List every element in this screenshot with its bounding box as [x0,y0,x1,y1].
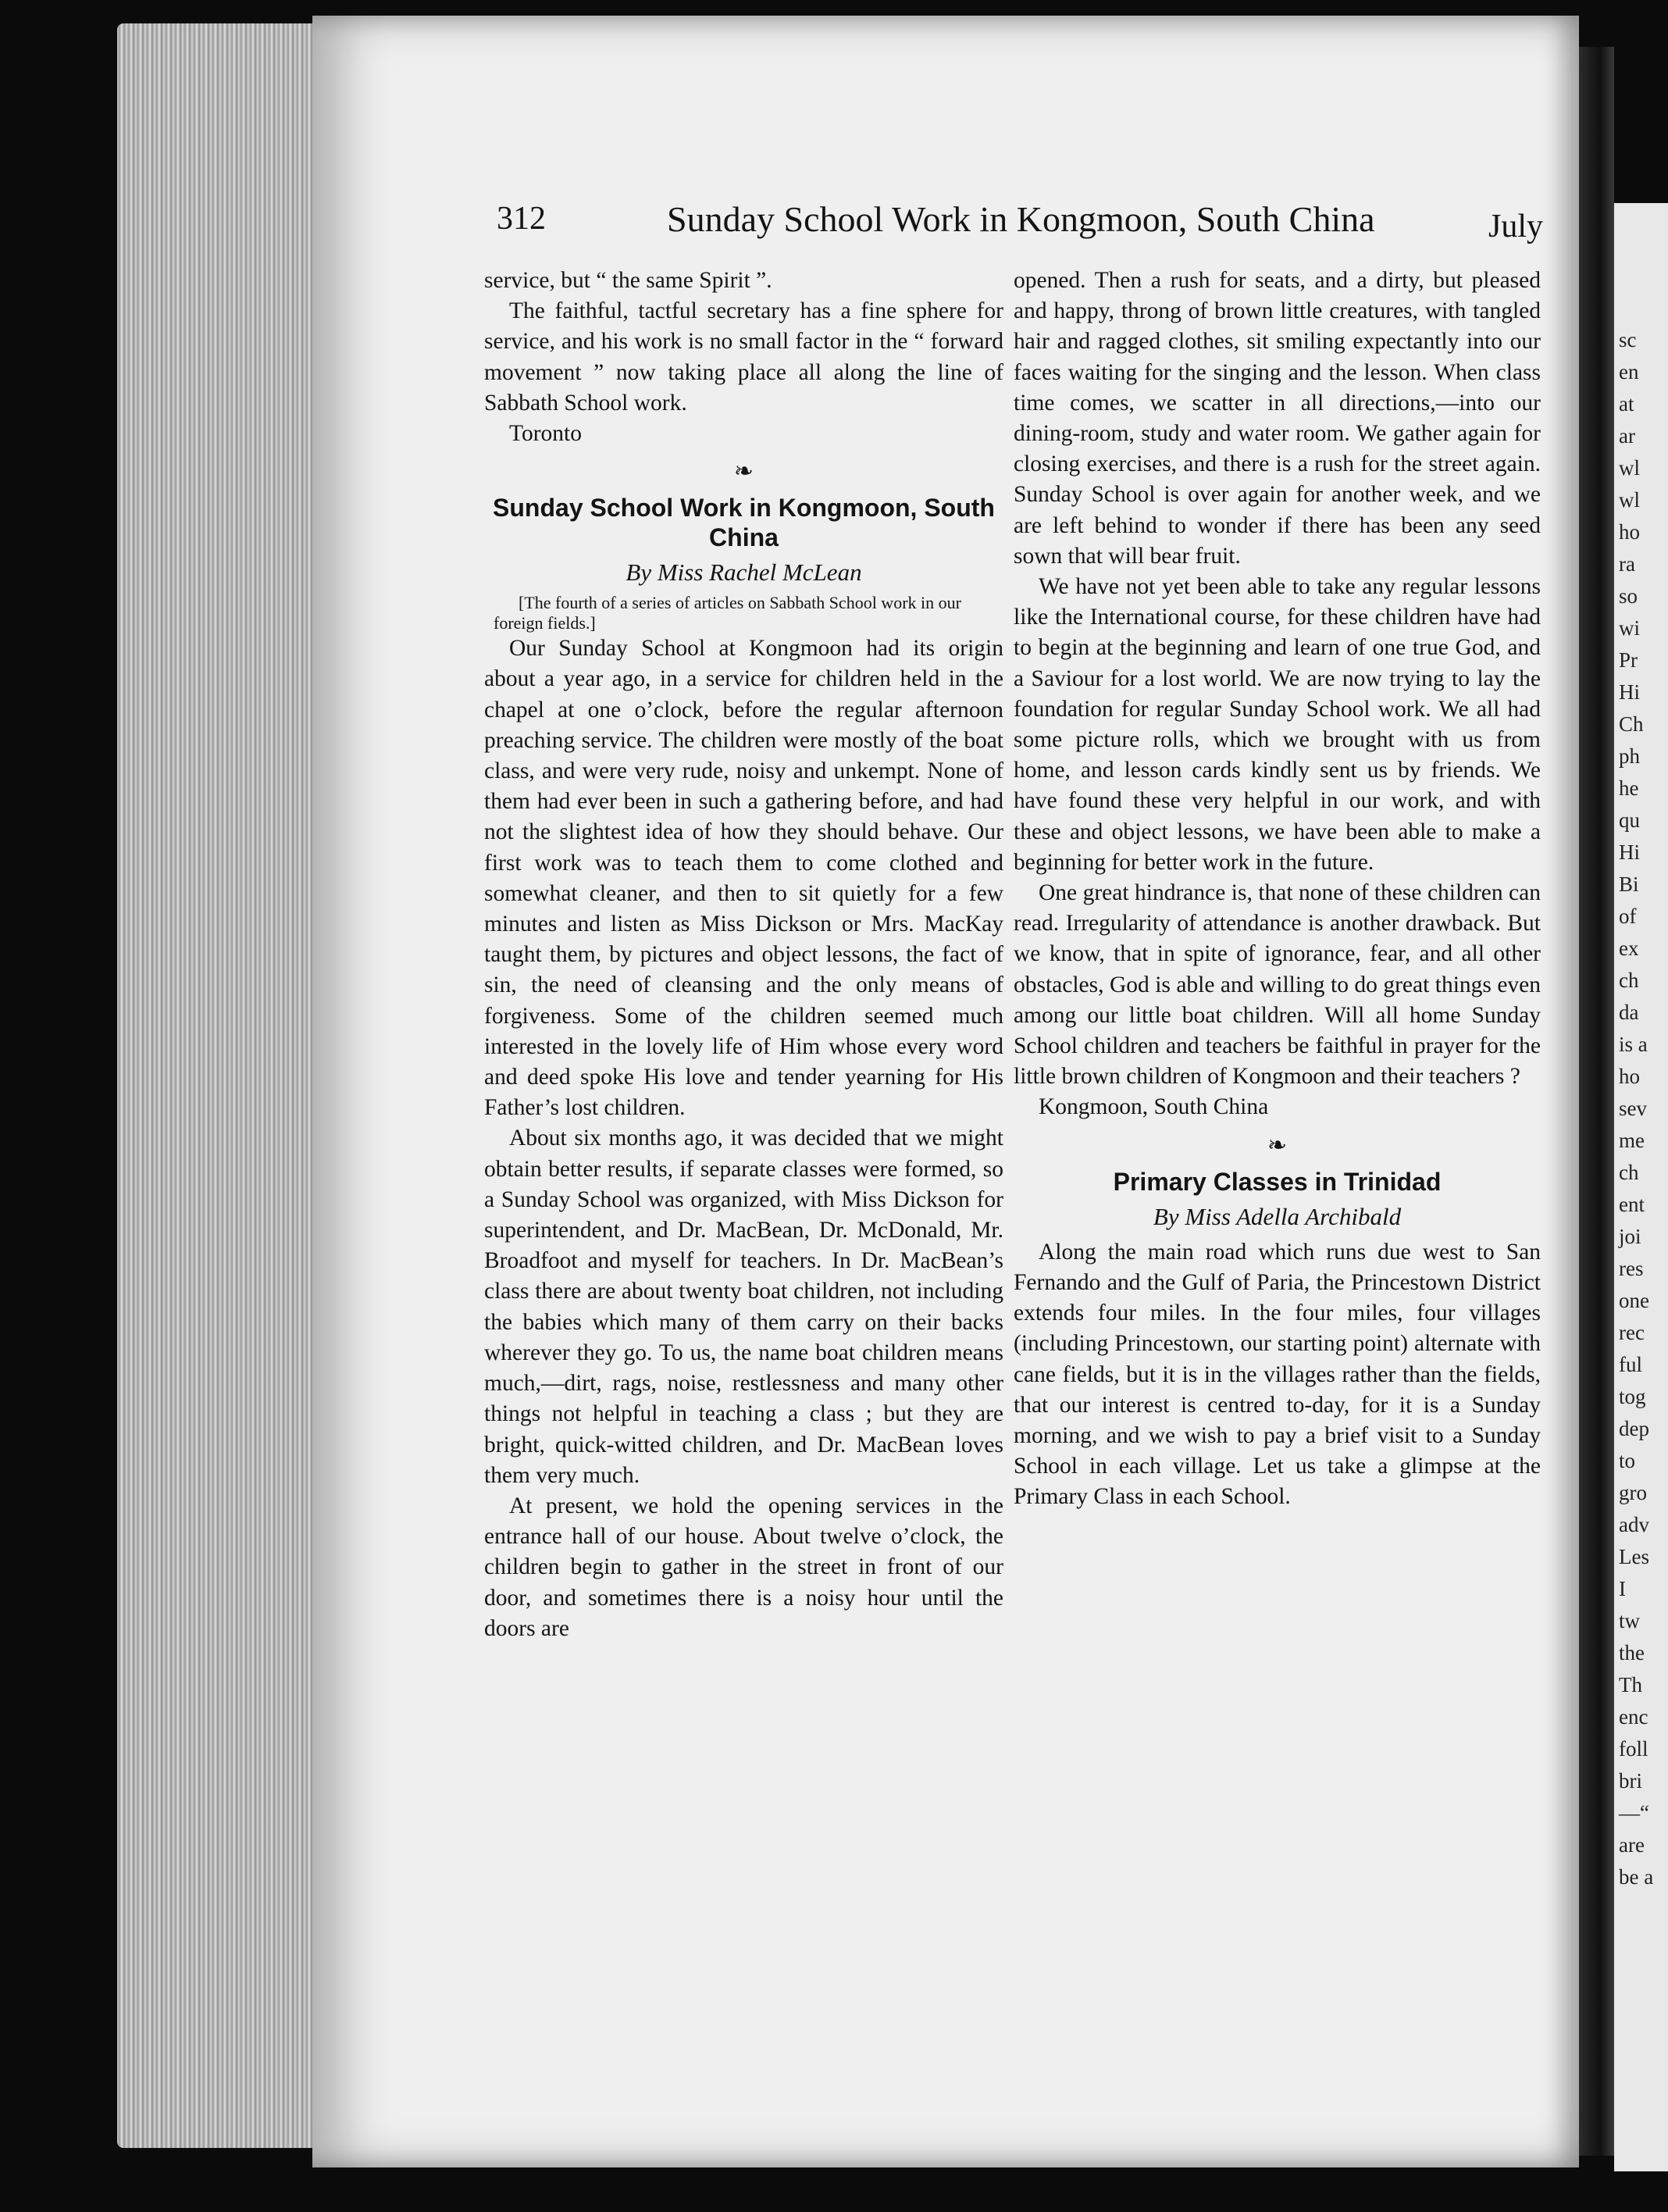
facing-page-text-fragment: is a [1619,1033,1648,1056]
facing-page-text-fragment: sc [1619,328,1637,351]
facing-page-text-fragment: tw [1619,1609,1640,1632]
facing-page-text-fragment: ful [1619,1353,1642,1376]
facing-page-text-fragment: one [1619,1289,1649,1312]
facing-page-text-fragment: ex [1619,937,1639,960]
facing-page-text-fragment: tog [1619,1385,1646,1408]
facing-page-text-fragment: da [1619,1001,1639,1024]
continued-paragraph: service, but “ the same Spirit ”. [484,268,772,293]
facing-page-text-fragment: ho [1619,1065,1640,1088]
facing-page-text-fragment: Pr [1619,648,1638,672]
place-toronto: Toronto [509,421,582,447]
article1-note: [The fourth of a series of articles on Sabbath School work in our foreign fields.] [494,593,961,633]
facing-page-text-fragment: Ch [1619,712,1644,736]
facing-page-text-fragment: ho [1619,520,1640,544]
paragraph-2: About six months ago, it was decided that we might obtain better results, if separate classes were formed, so a Sunday School was organized, with Miss Dickson for superintendent, and Dr. MacBean, Dr. McDonald, Mr. Broadfoot and myself for teachers. In Dr. MacBean’s class there are about twenty boat children, not including the babies which many of them carry on their backs wherever they go. To us, the name boat children means much,—dirt, rags, noise, restlessness and many other things not helpful in teaching a class ; but they are bright, quick-witted children, and Dr. MacBean loves them very much. [484,1126,1003,1488]
facing-page-text-fragment: are [1619,1833,1645,1857]
facing-page-text-fragment: bri [1619,1769,1642,1793]
facing-page-text-fragment: Bi [1619,872,1639,896]
facing-page-text-fragment: foll [1619,1737,1648,1761]
facing-page-text-fragment: sev [1619,1097,1647,1120]
facing-page-text-fragment: the [1619,1641,1645,1664]
article1-title: Sunday School Work in Kongmoon, South China [493,494,995,552]
paragraph-5: One great hindrance is, that none of these children can read. Irregularity of attendance is another drawback. But we know, that in spite of ignorance, fear, and all other obstacles, God is able and willing to do great things even among our little boat children. Will all home Sunday School children and teachers be faithful in prayer for the little brown children of Kongmoon and their teachers ? [1014,880,1541,1090]
right-column [1014,266,1541,1513]
facing-page-text-fragment: qu [1619,808,1640,832]
ornament-icon: ❧ [733,458,754,485]
facing-page-text-fragment: dep [1619,1417,1649,1440]
place-kongmoon: Kongmoon, South China [1039,1094,1269,1120]
facing-page-text-fragment: be a [1619,1865,1654,1889]
facing-page-text-fragment: me [1619,1129,1645,1152]
facing-page-text-fragment: so [1619,584,1638,608]
paragraph-1: Our Sunday School at Kongmoon had its origin about a year ago, in a service for children held in the chapel at one o’clock, before the regular afternoon preaching service. The children were mostly of the boat class, and were very rude, noisy and unkempt. None of them had ever been in such a gathering before, and had not the slightest idea of how they should behave. Our first work was to teach them to come clothed and somewhat cleaner, and then to sit quietly for a few minutes and listen as Miss Dickson or Mrs. MacKay taught them, by pictures and object lessons, the fact of sin, the need of cleansing and the only means of forgiveness. Some of the children seemed much interested in the lovely life of Him whose every word and deed spoke His love and tender yearning for His Father’s lost children. [484,636,1003,1121]
facing-page-text-fragment: adv [1619,1513,1649,1536]
facing-page-text-fragment: ra [1619,552,1635,576]
facing-page-fragment [1614,203,1668,2171]
facing-page-text-fragment: gro [1619,1481,1647,1504]
facing-page-text-fragment: he [1619,776,1639,800]
article1-byline: By Miss Rachel McLean [626,558,862,587]
facing-page-text-fragment: wi [1619,616,1640,640]
facing-page-text-fragment: ch [1619,1161,1639,1184]
running-head-title: Sunday School Work in Kongmoon, South China [667,199,1375,239]
facing-page-text-fragment: I [1619,1577,1626,1600]
facing-page-text-fragment: wl [1619,488,1640,512]
facing-page-text-fragment: to [1619,1449,1636,1472]
article2-byline: By Miss Adella Archibald [1153,1202,1402,1230]
paragraph-3: At present, we hold the opening services in the entrance hall of our house. About twelve o’clock, the children begin to gather in the street in front of our door, and sometimes there is a noisy hour until the doors are [484,1493,1003,1641]
facing-page-text-fragment: enc [1619,1705,1648,1729]
ornament-icon: ❧ [1267,1132,1288,1158]
facing-page-text-fragment: ph [1619,744,1640,768]
facing-page-text-fragment: wl [1619,456,1640,480]
paragraph-secretary: The faithful, tactful secretary has a fine sphere for service, and his work is no small factor in the “ forward movement ” now taking place all along the line of Sabbath School work. [484,298,1003,416]
paragraph-4: We have not yet been able to take any regular lessons like the International course, for these children have had to begin at the beginning and learn of one true God, and a Saviour for a lost world. We are now trying to lay the foundation for regular Sunday School work. We all had some picture rolls, which we brought with us from home, and lesson cards kindly sent us by friends. We have found these very helpful in our work, and with these and object lessons, we have been able to make a beginning for better work in the future. [1014,574,1541,875]
facing-page-text-fragment: ar [1619,424,1635,448]
left-column [484,266,1003,1644]
facing-page-text-fragment: Les [1619,1545,1649,1568]
facing-page-text-fragment: Hi [1619,840,1640,864]
facing-page-text-fragment: —“ [1619,1801,1649,1825]
page-number: 312 [497,201,546,237]
running-head-month: July [1488,209,1543,244]
running-head [497,200,1543,247]
facing-page-text-fragment: Hi [1619,680,1640,704]
facing-page-text-fragment: ch [1619,969,1639,992]
book-page-edges [117,23,320,2148]
facing-page-text-fragment: Th [1619,1673,1642,1696]
facing-page-text-fragment: ent [1619,1193,1645,1216]
facing-page-text-fragment: rec [1619,1321,1645,1344]
book-spine [1579,47,1614,2156]
facing-page-text-fragment: en [1619,360,1639,384]
facing-page-text-fragment: joi [1619,1225,1641,1248]
article2-title: Primary Classes in Trinidad [1113,1167,1442,1196]
facing-page-text-fragment: at [1619,392,1634,416]
facing-page-text-fragment: res [1619,1257,1644,1280]
paragraph-3-continued: opened. Then a rush for seats, and a dirty, but pleased and happy, throng of brown little creatures, with tangled hair and ragged clothes, sit smiling expectantly into our faces waiting for the singing and the lesson. When class time comes, we scatter in all directions,—into our dining-room, study and water room. We gather again for closing exercises, and there is a rush for the street again. Sunday School is over again for another week, and we are left behind to wonder if there has been any seed sown that will bear fruit. [1014,268,1541,569]
paragraph-6: Along the main road which runs due west to San Fernando and the Gulf of Paria, the Princestown District extends four miles. In the four miles, four villages (including Princestown, our starting point) alternate with cane fields, but it is in the villages rather than the fields, that our interest is centred to-day, for it is a Sunday morning, and we wish to pay a brief visit to a Sunday School in each village. Let us take a glimpse at the Primary Class in each School. [1014,1239,1541,1510]
facing-page-text-fragment: of [1619,904,1637,928]
